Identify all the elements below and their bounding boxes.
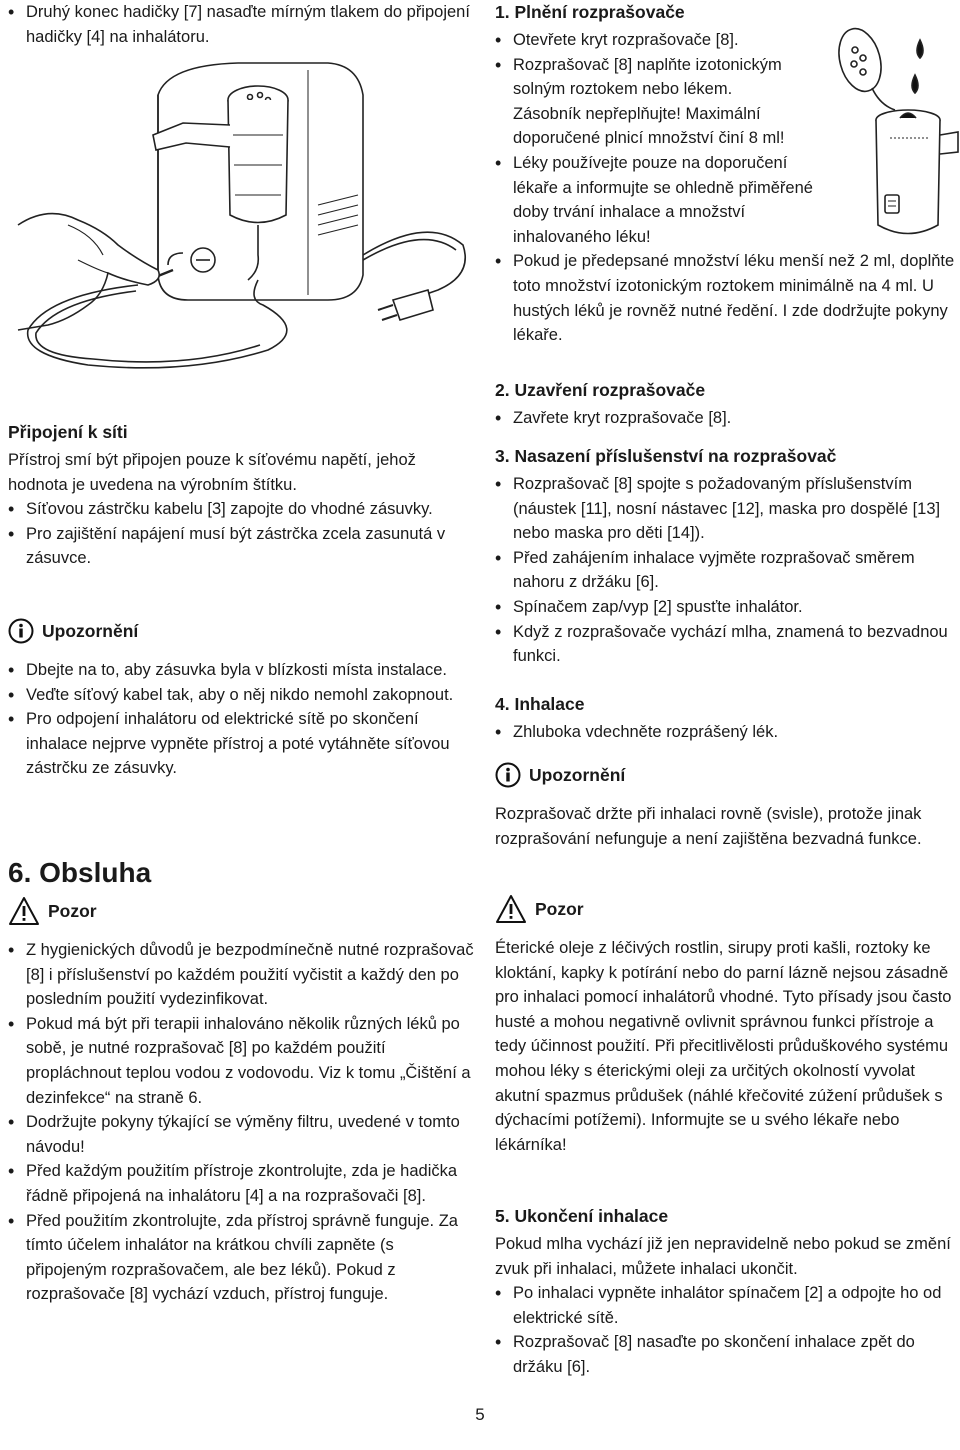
section-closing: [495, 378, 957, 431]
list-item: • Rozprašovač [8] spojte s požadovaným příslušenstvím (náustek [11], nosní nástavec [12], maska pro dospělé [13] nebo maska pro děti [14]).: [495, 472, 957, 546]
notice-heading-right: [495, 762, 957, 788]
notice-paragraph: Rozprašovač držte při inhalaci rovně (svisle), protože jinak rozprašování nefunguje a není zajištěna bezvadná funkce.: [495, 805, 922, 848]
inhalator-device-illustration: [8, 55, 478, 385]
list-item: • Léky používejte pouze na doporučení lékaře a informujte se ohledně přiměřené doby trvání inhalace a množství inhalovaného léku!: [495, 151, 818, 249]
list-item: • Před každým použitím přístroje zkontrolujte, zda je hadička řádně připojená na inhalátoru [4] a na rozprašovači [8].: [8, 1159, 476, 1208]
caution-heading-text: Pozor: [48, 900, 97, 921]
caution-paragraph: Éterické oleje z léčivých rostlin, sirupy proti kašli, roztoky ke kloktání, kapky k potírání nebo do parní lázně nejsou zásadně pro inhalaci pomocí inhalátorů vhodné. Tyto přísady jsou často husté a mohou negativně ovlivnit správnou funkci přístroje a tedy účinnost použití. Při přecitlivělosti průduškového systému mohou léky s éterickými oleji za určitých okolností vyvolat akutní spazmus průdušek (náhlé křečovité zúžení průdušek s dýchacími potížemi). Informujte se u svého lékaře nebo lékárníka!: [495, 939, 952, 1154]
list-item: • Pokud je předepsané množství léku menší než 2 ml, doplňte toto množství izotonickým roztokem minimálně na 4 ml. U hustých léků je rovněž nutné ředění. I zde dodržujte pokyny lékaře.: [495, 249, 957, 347]
notice-heading-text: Upozornění: [529, 764, 626, 785]
ending-paragraph: Pokud mlha vychází již jen nepravidelně nebo pokud se změní zvuk při inhalaci, můžete inhalaci ukončit.: [495, 1235, 951, 1278]
warning-icon: [495, 894, 527, 924]
caution-heading-text: Pozor: [535, 898, 584, 919]
list-item: • Před zahájením inhalace vyjměte rozprašovač směrem nahoru z držáku [6].: [495, 546, 957, 595]
filling-heading: 1. Plnění rozprašovače: [495, 2, 685, 22]
mains-section: [8, 420, 476, 571]
section-ending: [495, 1204, 957, 1380]
operation-heading: 6. Obsluha: [8, 857, 152, 888]
info-icon: [8, 618, 34, 644]
accessories-heading: 3. Nasazení příslušenství na rozprašovač: [495, 446, 837, 466]
section-accessories: [495, 444, 957, 669]
intro-bullet: • Druhý konec hadičky [7] nasaďte mírným tlakem do připojení hadičky [4] na inhalátoru.: [8, 0, 491, 49]
list-item: • Spínačem zap/vyp [2] spusťte inhalátor.: [495, 595, 957, 620]
list-item: • Z hygienických důvodů je bezpodmínečně nutné rozprašovač [8] i příslušenství po každém použití vyčistit a každý den po posledním použití vydezinfikovat.: [8, 938, 476, 1012]
ending-heading: 5. Ukončení inhalace: [495, 1206, 669, 1226]
inhalation-heading: 4. Inhalace: [495, 694, 585, 714]
notice-heading-text: Upozornění: [42, 620, 139, 641]
list-item: • Rozprašovač [8] naplňte izotonickým solným roztokem nebo lékem. Zásobník nepřeplňujte! Maximální doporučené plnicí množství činí 8 ml!: [495, 53, 803, 151]
nebulizer-filling-illustration: [830, 20, 960, 250]
list-item: • Veďte síťový kabel tak, aby o něj nikdo nemohl zakopnout.: [8, 683, 476, 708]
notice-section-left: [8, 618, 476, 781]
notice-heading-left: [8, 618, 476, 644]
mains-heading: Připojení k síti: [8, 422, 128, 442]
closing-heading: 2. Uzavření rozprašovače: [495, 380, 706, 400]
list-item: • Když z rozprašovače vychází mlha, znamená to bezvadnou funkci.: [495, 620, 957, 669]
notice-section-right: [495, 762, 957, 851]
list-item: • Pokud má být při terapii inhalováno několik různých léků po sobě, je nutné rozprašovač [8] po každém použití propláchnout teplou vodou z vodovodu. Viz k tomu „Čištění a dezinfekce“ na straně 6.: [8, 1012, 476, 1110]
caution-heading-right: [495, 894, 957, 924]
list-item: • Pro odpojení inhalátoru od elektrické sítě po skončení inhalace nejprve vypněte přístroj a poté vytáhněte síťovou zástrčku ze zásuvky.: [8, 707, 476, 781]
warning-icon: [8, 896, 40, 926]
section-inhalation: [495, 692, 957, 745]
list-item: • Zavřete kryt rozprašovače [8].: [495, 406, 957, 431]
mains-paragraph: Přístroj smí být připojen pouze k síťovému napětí, jehož hodnota je uvedena na výrobním štítku.: [8, 451, 416, 494]
list-item: • Před použitím zkontrolujte, zda přístroj správně funguje. Za tímto účelem inhalátor na krátkou chvíli zapněte (s připojeným rozprašovačem, ale bez léků). Pokud z rozprašovače [8] vychází vzduch, přístroj funguje.: [8, 1209, 476, 1307]
list-item: • Síťovou zástrčku kabelu [3] zapojte do vhodné zásuvky.: [8, 497, 476, 522]
caution-section-right: [495, 894, 957, 1157]
caution-heading-left: [8, 896, 476, 926]
operation-section: [8, 856, 476, 1307]
list-item: • Rozprašovač [8] nasaďte po skončení inhalace zpět do držáku [6].: [495, 1330, 957, 1379]
list-item: • Dodržujte pokyny týkající se výměny filtru, uvedené v tomto návodu!: [8, 1110, 476, 1159]
list-item: • Dbejte na to, aby zásuvka byla v blízkosti místa instalace.: [8, 658, 476, 683]
list-item: • Otevřete kryt rozprašovače [8].: [495, 28, 823, 53]
list-item: • Po inhalaci vypněte inhalátor spínačem [2] a odpojte ho od elektrické sítě.: [495, 1281, 957, 1330]
list-item: • Pro zajištění napájení musí být zástrčka zcela zasunutá v zásuvce.: [8, 522, 476, 571]
info-icon: [495, 762, 521, 788]
list-item: • Zhluboka vdechněte rozprášený lék.: [495, 720, 957, 745]
page-number: 5: [475, 1405, 485, 1424]
